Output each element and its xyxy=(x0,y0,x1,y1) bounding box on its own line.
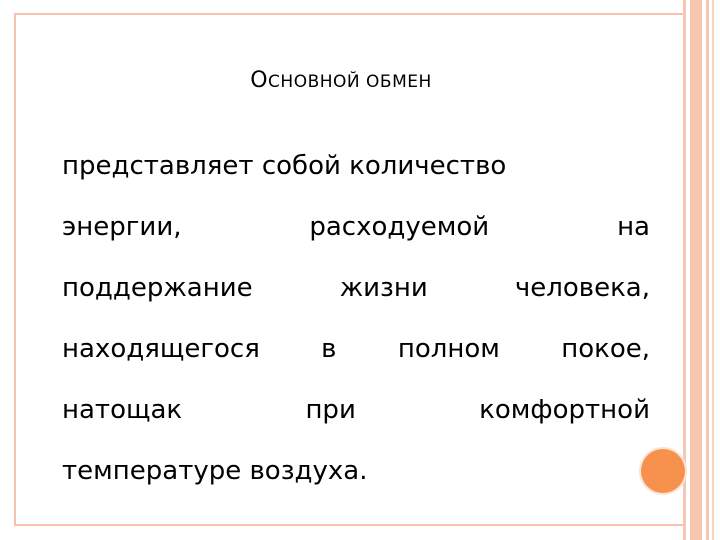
body-word: находящегося xyxy=(62,334,260,364)
body-word: на xyxy=(617,212,650,242)
body-line-3 xyxy=(62,273,650,303)
decorative-band xyxy=(690,0,702,540)
body-word: покое, xyxy=(561,334,650,364)
slide-title xyxy=(0,68,682,93)
body-word: в xyxy=(321,334,337,364)
body-word: натощак xyxy=(62,395,183,425)
body-word: представляет собой количество xyxy=(62,151,507,181)
decorative-circle xyxy=(641,449,685,493)
body-word: энергии, xyxy=(62,212,182,242)
body-word: температуре воздуха. xyxy=(62,456,368,486)
title-rest: СНОВНОЙ ОБМЕН xyxy=(268,72,432,92)
body-word: расходуемой xyxy=(309,212,490,242)
body-word: человека, xyxy=(514,273,650,303)
body-word: полном xyxy=(397,334,500,364)
body-word: поддержание xyxy=(62,273,253,303)
title-first-letter: О xyxy=(250,68,269,93)
decorative-band xyxy=(683,0,686,540)
decorative-band xyxy=(712,0,714,540)
body-word: комфортной xyxy=(479,395,650,425)
body-line-1 xyxy=(62,151,650,181)
body-line-5 xyxy=(62,395,650,425)
body-word: при xyxy=(305,395,356,425)
decorative-band xyxy=(706,0,709,540)
body-line-4 xyxy=(62,334,650,364)
body-line-2 xyxy=(62,212,650,242)
body-word: жизни xyxy=(339,273,428,303)
body-line-6 xyxy=(62,456,650,486)
